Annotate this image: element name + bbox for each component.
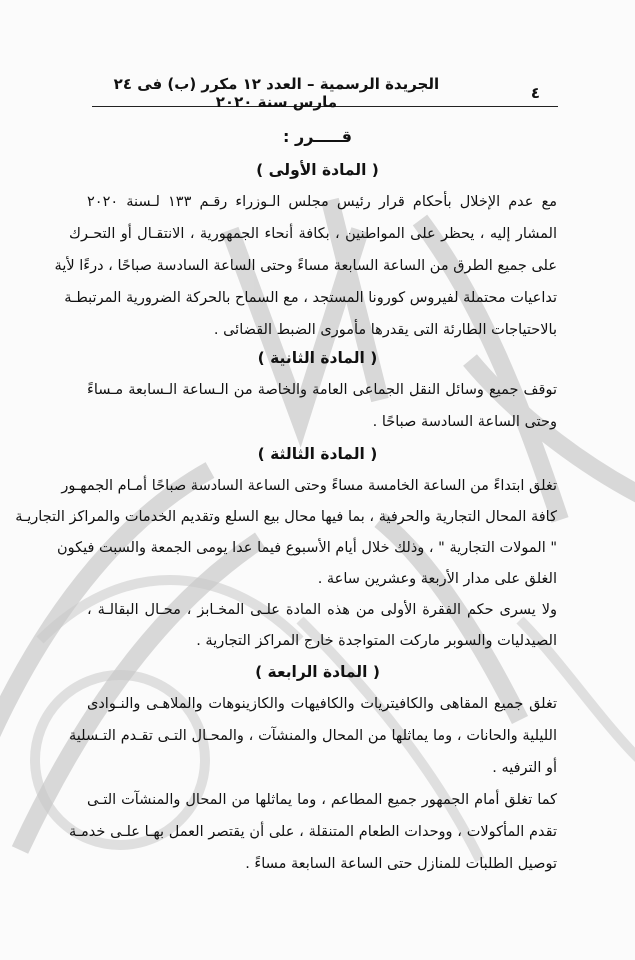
text-line: الليلية والحانات ، وما يماثلها من المحال والمنشآت ، والمحـال التـى تقـدم التـسلية [69,728,557,744]
text-line: تغلق جميع المقاهى والكافيتريات والكافيهات والكازينوهات والملاهـى والنـوادى [87,696,557,712]
text-line: المشار إليه ، يحظر على المواطنين ، بكافة أنحاء الجمهورية ، الانتقـال أو التحـرك [69,226,557,242]
article-4-heading: ( المادة الرابعة ) [255,663,380,681]
text-line: تغلق ابتداءً من الساعة الخامسة مساءً وحتى الساعة السادسة صباحًا أمـام الجمهـور [61,478,557,494]
page-header [92,75,558,111]
text-line: مع عدم الإخلال بأحكام قرار رئيس مجلس الـوزراء رقـم ١٣٣ لـسنة ٢٠٢٠ [87,194,557,210]
page-number: ٤ [530,84,540,102]
text-line: ولا يسرى حكم الفقرة الأولى من هذه المادة علـى المخـابز ، محـال البقالـة ، [87,602,557,618]
gazette-title: الجريدة الرسمية – العدد ١٢ مكرر (ب) فى ٢٤ مارس سنة ٢٠٢٠ [113,75,440,111]
article-1-heading: ( المادة الأولى ) [256,161,379,179]
text-line: كافة المحال التجارية والحرفية ، بما فيها محال بيع السلع وتقديم الخدمات والمراكز التجاريـة [15,509,557,525]
text-line: " المولات التجارية " ، وذلك خلال أيام الأسبوع فيما عدا يومى الجمعة والسبت فيكون [56,540,557,556]
text-line: كما تغلق أمام الجمهور جميع المطاعم ، وما يماثلها من المحال والمنشآت التـى [87,792,557,808]
decision-title: قـــــرر : [283,127,352,146]
text-line: بالاحتياجات الطارئة التى يقدرها مأمورى الضبط القضائى . [213,322,557,338]
text-line: أو الترفيه . [492,760,557,776]
text-line: توقف جميع وسائل النقل الجماعى العامة والخاصة من الـساعة الـسابعة مـساءً [87,382,557,398]
article-2-heading: ( المادة الثانية ) [257,349,378,367]
text-line: الصيدليات والسوبر ماركت المتواجدة خارج المراكز التجارية . [196,633,557,649]
text-line: تقدم المأكولات ، ووحدات الطعام المتنقلة ، على أن يقتصر العمل بهـا علـى خدمـة [69,824,557,840]
text-line: توصيل الطلبات للمنازل حتى الساعة السابعة مساءً . [245,856,557,872]
text-line: على جميع الطرق من الساعة السابعة مساءً وحتى الساعة السادسة صباحًا ، درءًا لأية [54,258,557,274]
article-3-heading: ( المادة الثالثة ) [257,445,378,463]
text-line: تداعيات محتملة لفيروس كورونا المستجد ، مع السماح بالحركة الضرورية المرتبطـة [64,290,557,306]
text-line: الغلق على مدار الأربعة وعشرين ساعة . [317,571,557,587]
text-line: وحتى الساعة السادسة صباحًا . [372,414,557,430]
